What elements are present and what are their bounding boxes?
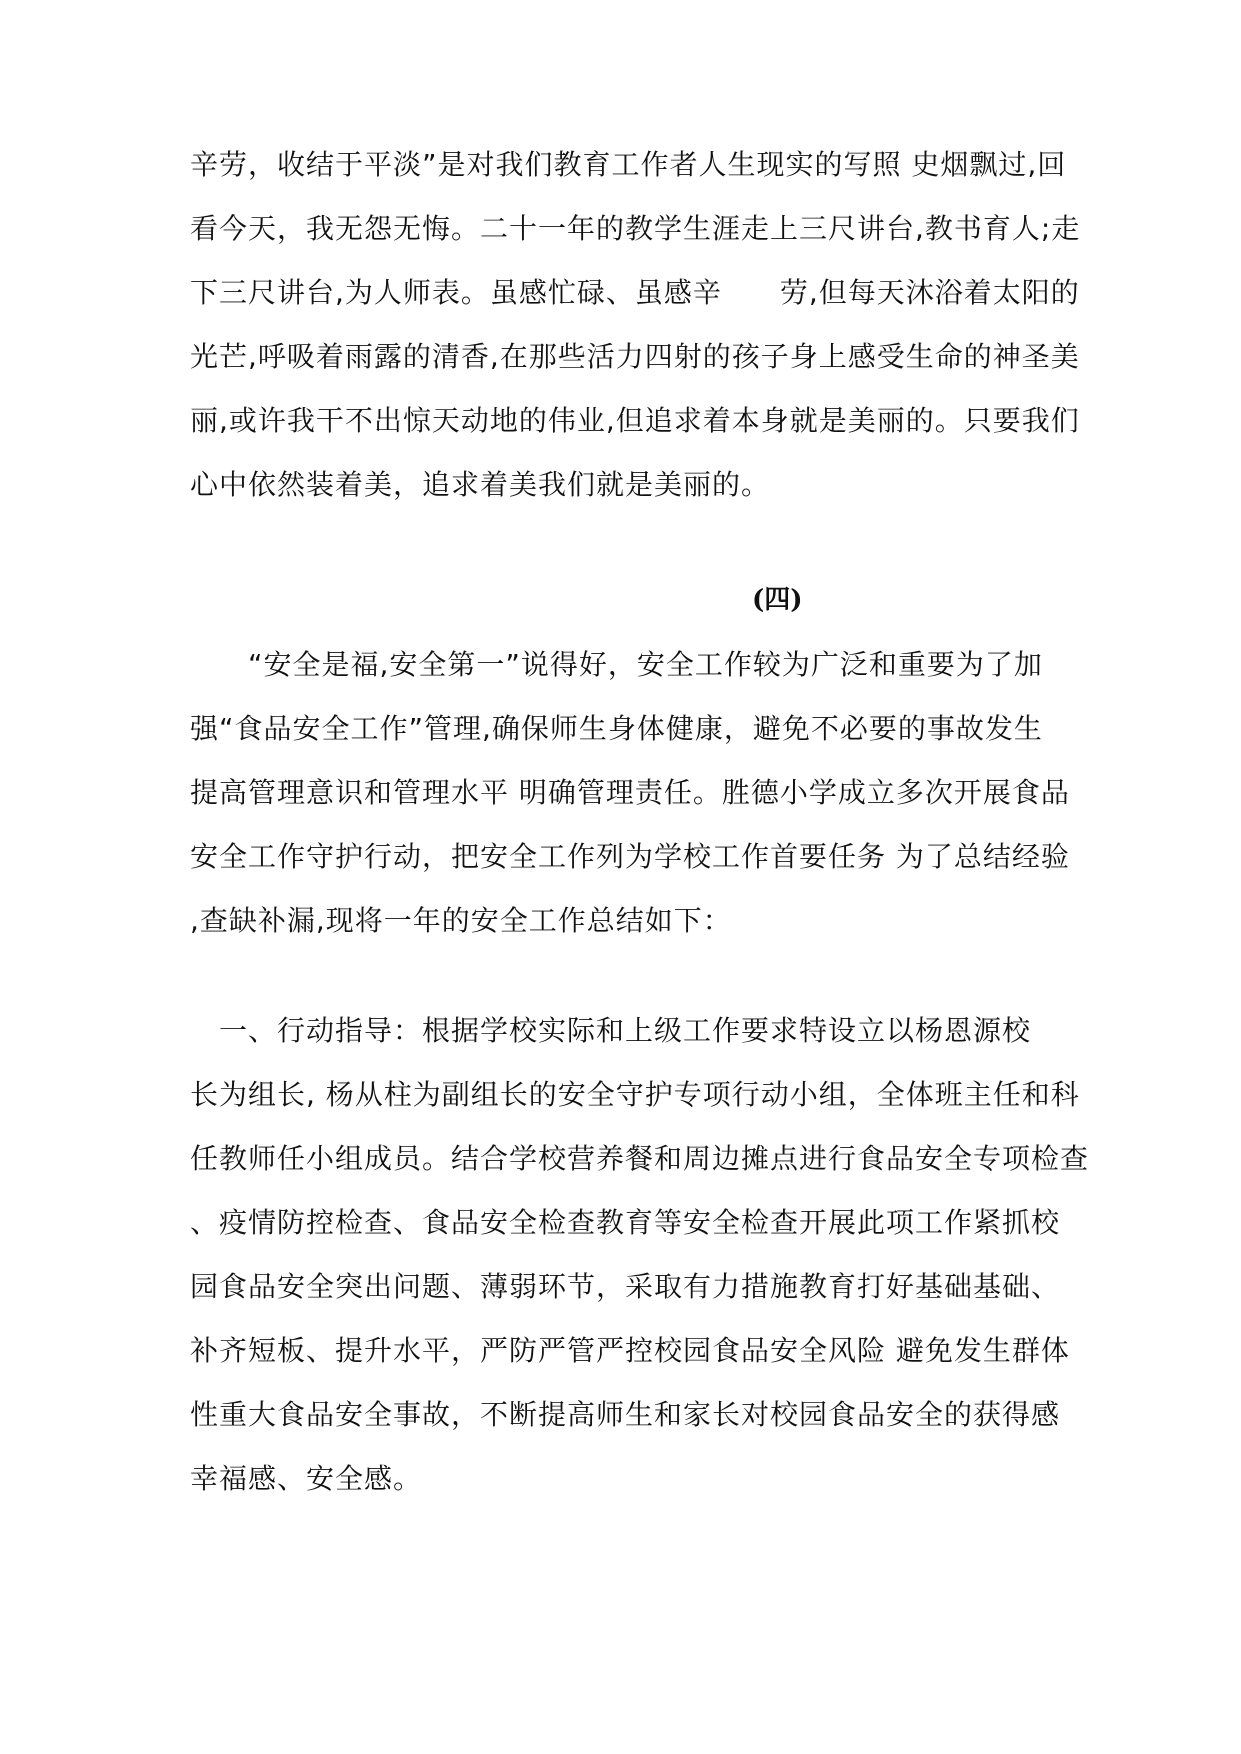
paragraph-one-line-7: 性重大食品安全事故，不断提高师生和家长对校园食品安全的获得感 bbox=[190, 1398, 1061, 1431]
paragraph-prev-line-1: 辛劳，收结于平淡”是对我们教育工作者人生现实的写照 史烟飘过,回 bbox=[190, 148, 1067, 181]
paragraph-prev-line-4: 光芒,呼吸着雨露的清香,在那些活力四射的孩子身上感受生命的神圣美 bbox=[190, 340, 1080, 373]
paragraph-one-line-4: 、疫情防控检查、食品安全检查教育等安全检查开展此项工作紧抓校 bbox=[190, 1206, 1061, 1239]
paragraph-intro-line-1: “安全是福,安全第一”说得好，安全工作较为广泛和重要为了加 bbox=[190, 648, 1043, 681]
section-heading: (四) bbox=[752, 585, 803, 615]
paragraph-prev-line-2: 看今天，我无怨无悔。二十一年的教学生涯走上三尺讲台,教书育人;走 bbox=[190, 212, 1081, 245]
paragraph-prev-line-3: 下三尺讲台,为人师表。虽感忙碌、虽感辛 劳,但每天沐浴着太阳的 bbox=[190, 276, 1080, 309]
paragraph-prev-line-6: 心中依然装着美，追求着美我们就是美丽的。 bbox=[190, 468, 771, 501]
paragraph-intro-line-4: 安全工作守护行动，把安全工作列为学校工作首要任务 为了总结经验 bbox=[190, 840, 1070, 873]
paragraph-one-line-2: 长为组长, 杨从柱为副组长的安全守护专项行动小组，全体班主任和科 bbox=[190, 1078, 1080, 1111]
paragraph-prev-line-5: 丽,或许我干不出惊天动地的伟业,但追求着本身就是美丽的。只要我们 bbox=[190, 404, 1080, 437]
paragraph-intro-line-2: 强“食品安全工作”管理,确保师生身体健康，避免不必要的事故发生 bbox=[190, 712, 1043, 745]
paragraph-one-line-6: 补齐短板、提升水平，严防严管严控校园食品安全风险 避免发生群体 bbox=[190, 1334, 1070, 1367]
paragraph-intro-line-3: 提高管理意识和管理水平 明确管理责任。胜德小学成立多次开展食品 bbox=[190, 776, 1070, 809]
paragraph-one-line-5: 园食品安全突出问题、薄弱环节，采取有力措施教育打好基础基础、 bbox=[190, 1270, 1061, 1303]
paragraph-intro-line-5: ,查缺补漏,现将一年的安全工作总结如下： bbox=[190, 904, 732, 937]
paragraph-one-line-1: 一、行动指导：根据学校实际和上级工作要求特设立以杨恩源校 bbox=[190, 1014, 1032, 1047]
paragraph-one-line-3: 任教师任小组成员。结合学校营养餐和周边摊点进行食品安全专项检查 bbox=[190, 1142, 1090, 1175]
paragraph-one-line-8: 幸福感、安全感。 bbox=[190, 1462, 423, 1495]
